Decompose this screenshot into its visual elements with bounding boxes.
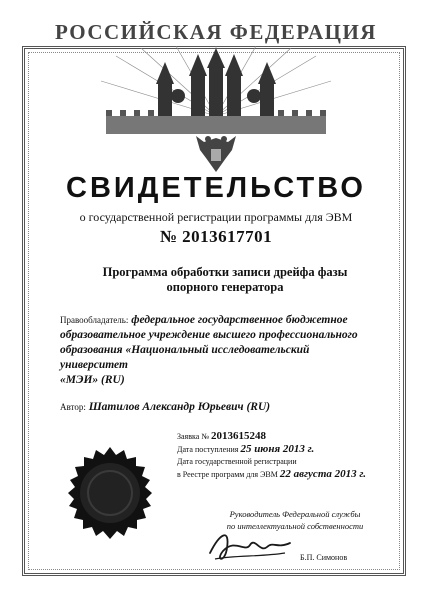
registration-label-2: в Реестре программ для ЭВМ [177,470,278,479]
application-info [177,430,387,481]
author-label: Автор: [60,402,86,412]
author-name: Шатилов Александр Юрьевич (RU) [88,401,271,413]
certificate-subtitle: о государственной регистрации программы для ЭВМ [79,210,353,224]
signature [205,523,295,568]
holder-line-3: образования «Национальный исследовательский университет [60,344,310,371]
registration-label-1: Дата государственной регистрации [177,457,297,466]
author [60,401,380,413]
official-name: Б.П. Симонов [300,553,348,562]
application-number-label: Заявка № [177,432,209,441]
holder-label: Правообладатель: [60,315,129,325]
holder-line-1: федеральное государственное бюджетное [131,314,348,326]
rights-holder [60,313,380,388]
application-number: 2013615248 [210,430,266,442]
official-title-line-1: Руководитель Федеральной службы [229,509,361,519]
program-name: Программа обработки записи дрейфа фазы опорного генератора [102,265,348,294]
registration-number: № 2013617701 [159,227,273,246]
received-label: Дата поступления [177,445,239,454]
holder-line-4: «МЭИ» (RU) [60,374,125,386]
registration-date: 22 августа 2013 г. [279,468,367,480]
country-header: РОССИЙСКАЯ ФЕДЕРАЦИЯ [55,20,377,44]
official-title-line-2: по интеллектуальной собственности [226,521,364,531]
holder-line-2: образовательное учреждение высшего профессионального [60,329,358,341]
received-date: 25 июня 2013 г. [240,443,315,455]
seal-icon [60,445,160,545]
kremlin-emblem [96,46,336,176]
certificate-title: СВИДЕТЕЛЬСТВО [66,172,366,204]
